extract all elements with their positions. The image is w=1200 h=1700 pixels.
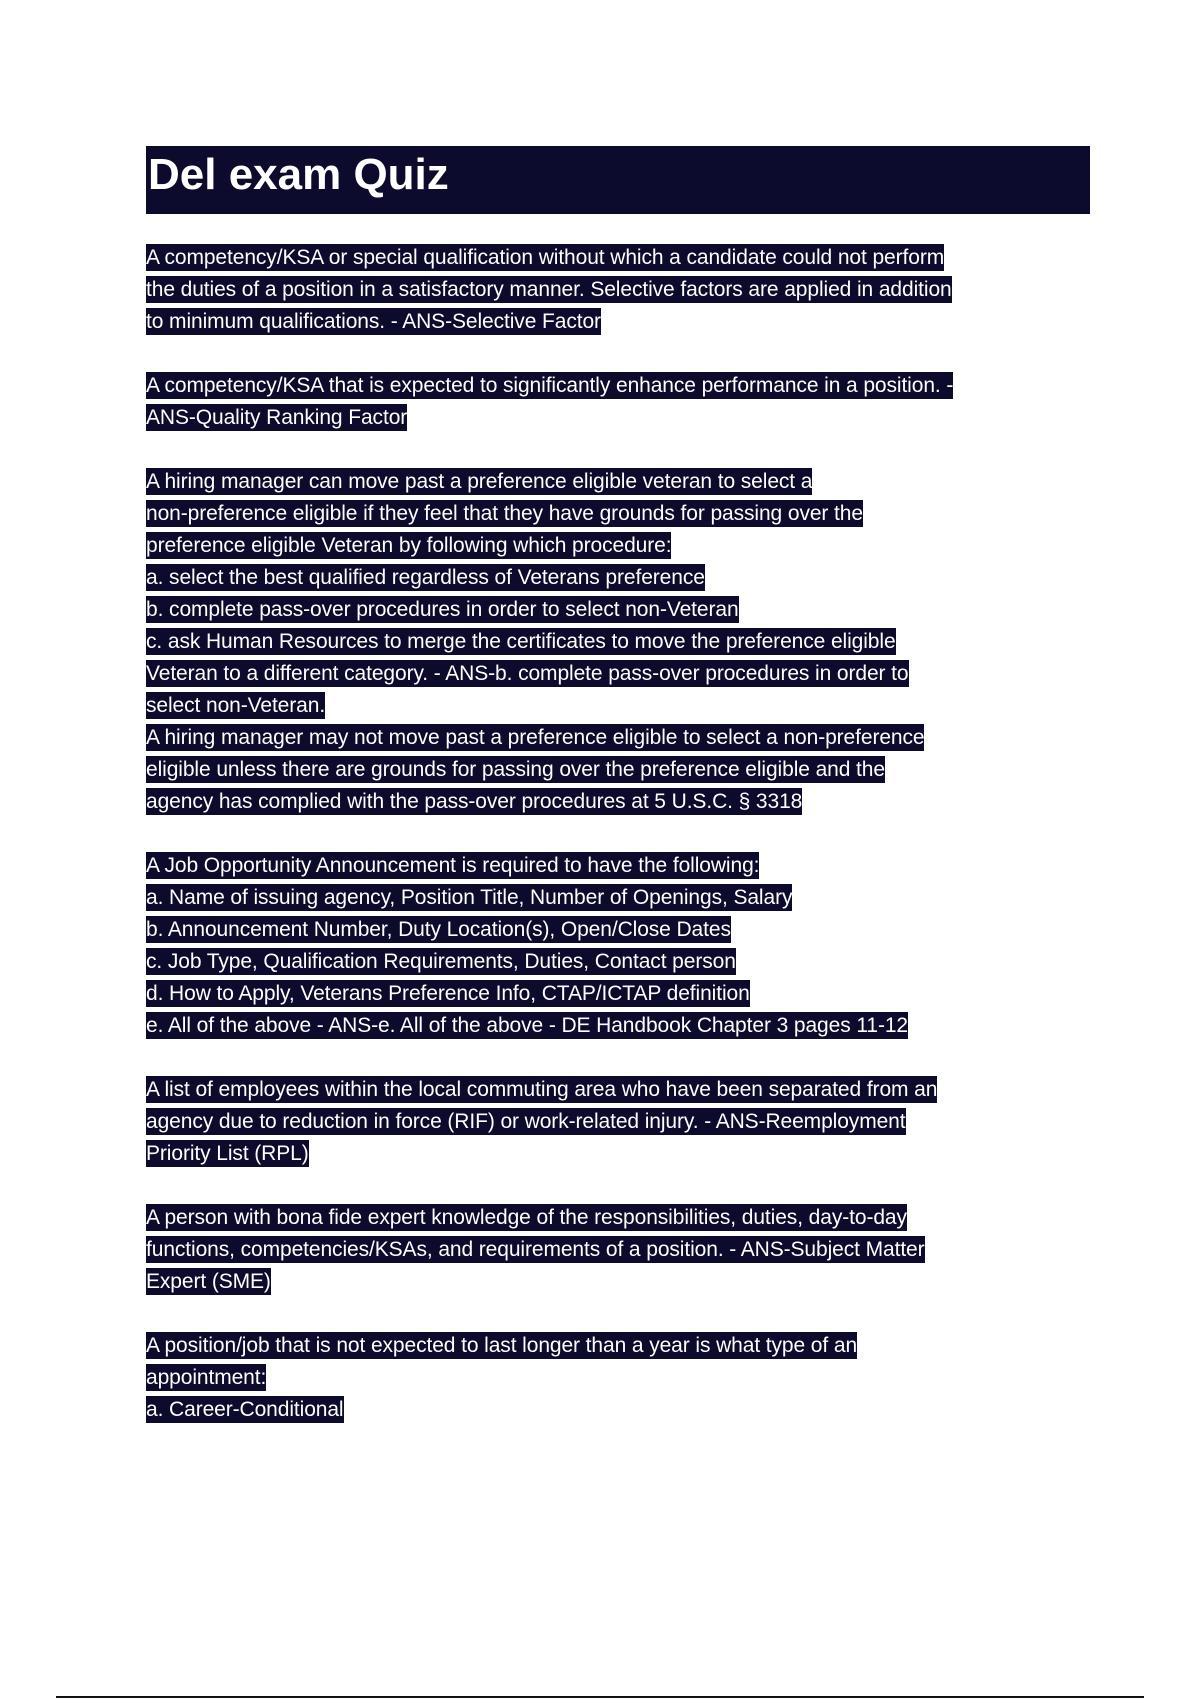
quiz-text-line [146,628,1096,660]
highlighted-text: eligible unless there are grounds for passing over the preference eligible and the [146,758,885,781]
quiz-text-line [146,724,1096,756]
quiz-item [146,1204,1096,1300]
quiz-text-line [146,1364,1096,1396]
quiz-text-line [146,916,1096,948]
highlighted-text: c. Job Type, Qualification Requirements, Duties, Contact person [146,950,736,973]
highlighted-text: appointment: [146,1366,267,1389]
quiz-text-line [146,500,1096,532]
quiz-text-line [146,308,1096,340]
quiz-text-line [146,1268,1096,1300]
quiz-item [146,468,1096,820]
highlighted-text: d. How to Apply, Veterans Preference Info, CTAP/ICTAP definition [146,982,750,1005]
highlighted-text: A hiring manager can move past a preference eligible veteran to select a [146,470,813,493]
highlighted-text: A competency/KSA or special qualification without which a candidate could not perform [146,246,945,269]
quiz-text-line [146,1396,1096,1428]
quiz-content [146,244,1096,1460]
quiz-text-line [146,1204,1096,1236]
highlighted-text: Veteran to a different category. - ANS-b. complete pass-over procedures in order to [146,662,909,685]
highlighted-text: functions, competencies/KSAs, and requirements of a position. - ANS-Subject Matter [146,1238,925,1261]
highlighted-text: a. Name of issuing agency, Position Title, Number of Openings, Salary [146,886,793,909]
quiz-text-line [146,756,1096,788]
highlighted-text: A Job Opportunity Announcement is required to have the following: [146,854,760,877]
quiz-text-line [146,1012,1096,1044]
highlighted-text: Expert (SME) [146,1270,271,1293]
highlighted-text: A hiring manager may not move past a preference eligible to select a non-preference [146,726,925,749]
quiz-text-line [146,788,1096,820]
highlighted-text: A list of employees within the local commuting area who have been separated from an [146,1078,938,1101]
highlighted-text: agency has complied with the pass-over procedures at 5 U.S.C. § 3318 [146,790,803,813]
quiz-text-line [146,948,1096,980]
quiz-text-line [146,564,1096,596]
highlighted-text: A competency/KSA that is expected to significantly enhance performance in a position. - [146,374,954,397]
quiz-text-line [146,596,1096,628]
footer-divider [56,1696,1144,1698]
highlighted-text: a. select the best qualified regardless of Veterans preference [146,566,705,589]
quiz-text-line [146,660,1096,692]
quiz-text-line [146,1140,1096,1172]
quiz-text-line [146,372,1096,404]
quiz-item [146,852,1096,1044]
quiz-text-line [146,1236,1096,1268]
highlighted-text: to minimum qualifications. - ANS-Selective Factor [146,310,601,333]
quiz-item [146,244,1096,340]
quiz-text-line [146,468,1096,500]
quiz-text-line [146,244,1096,276]
highlighted-text: preference eligible Veteran by following which procedure: [146,534,672,557]
title-banner [146,146,1090,214]
quiz-text-line [146,852,1096,884]
quiz-item [146,1332,1096,1428]
quiz-item [146,372,1096,436]
page-title: Del exam Quiz [148,150,449,199]
quiz-text-line [146,276,1096,308]
quiz-item [146,1076,1096,1172]
quiz-text-line [146,884,1096,916]
highlighted-text: e. All of the above - ANS-e. All of the above - DE Handbook Chapter 3 pages 11-12 [146,1014,908,1037]
highlighted-text: a. Career-Conditional [146,1398,344,1421]
highlighted-text: ANS-Quality Ranking Factor [146,406,408,429]
quiz-text-line [146,980,1096,1012]
highlighted-text: A person with bona fide expert knowledge of the responsibilities, duties, day-to-day [146,1206,907,1229]
quiz-text-line [146,532,1096,564]
highlighted-text: non-preference eligible if they feel that they have grounds for passing over the [146,502,863,525]
highlighted-text: A position/job that is not expected to last longer than a year is what type of an [146,1334,858,1357]
highlighted-text: the duties of a position in a satisfactory manner. Selective factors are applied in addition [146,278,952,301]
highlighted-text: select non-Veteran. [146,694,326,717]
highlighted-text: Priority List (RPL) [146,1142,309,1165]
highlighted-text: c. ask Human Resources to merge the certificates to move the preference eligible [146,630,896,653]
highlighted-text: agency due to reduction in force (RIF) or work-related injury. - ANS-Reemployment [146,1110,906,1133]
highlighted-text: b. Announcement Number, Duty Location(s), Open/Close Dates [146,918,731,941]
quiz-text-line [146,692,1096,724]
highlighted-text: b. complete pass-over procedures in order to select non-Veteran [146,598,739,621]
quiz-text-line [146,1332,1096,1364]
quiz-text-line [146,1076,1096,1108]
quiz-text-line [146,1108,1096,1140]
quiz-text-line [146,404,1096,436]
